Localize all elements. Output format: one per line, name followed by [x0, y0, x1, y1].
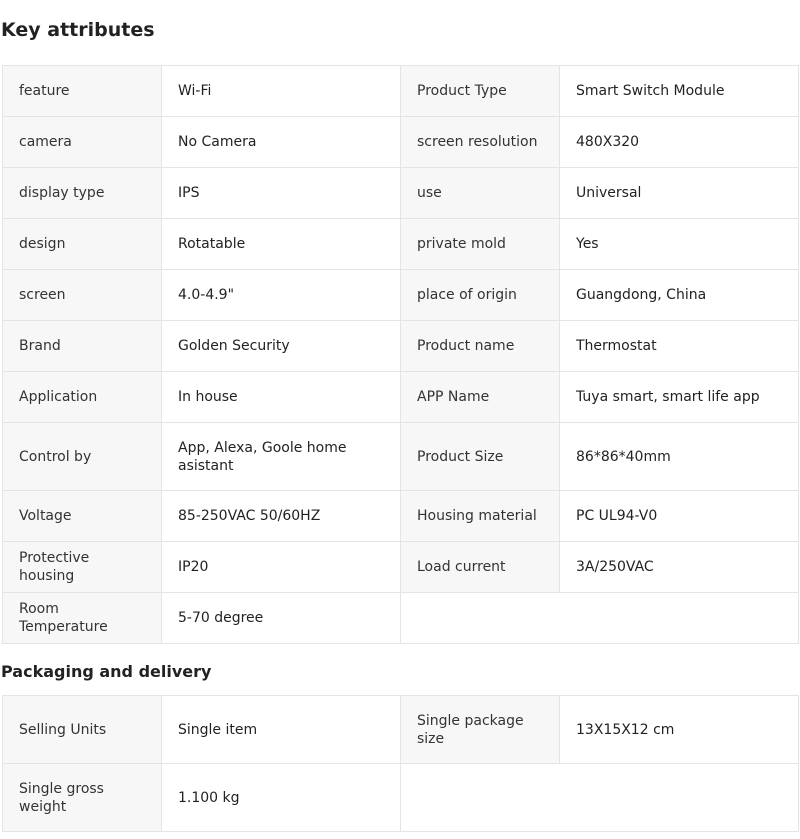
attribute-label: Application: [3, 372, 162, 423]
empty-cell: [401, 764, 799, 832]
attribute-value: Smart Switch Module: [560, 66, 799, 117]
attribute-label: Product name: [401, 321, 560, 372]
attribute-value: Rotatable: [162, 219, 401, 270]
attribute-value: Universal: [560, 168, 799, 219]
attribute-label: Protective housing: [3, 542, 162, 593]
attribute-value: Guangdong, China: [560, 270, 799, 321]
attribute-value: 1.100 kg: [162, 764, 401, 832]
attribute-value: No Camera: [162, 117, 401, 168]
attribute-row: [3, 423, 799, 491]
attribute-label: Housing material: [401, 491, 560, 542]
attribute-label: Room Temperature: [3, 593, 162, 644]
key-attributes-title: Key attributes: [1, 19, 155, 41]
attribute-row: [3, 372, 799, 423]
attribute-value: 13X15X12 cm: [560, 696, 799, 764]
attribute-value: Single item: [162, 696, 401, 764]
packaging-title: Packaging and delivery: [1, 662, 212, 681]
attribute-label: Selling Units: [3, 696, 162, 764]
packaging-table: [2, 695, 799, 832]
attribute-label: Brand: [3, 321, 162, 372]
attribute-label: Single gross weight: [3, 764, 162, 832]
attribute-label: Product Type: [401, 66, 560, 117]
attribute-value: 86*86*40mm: [560, 423, 799, 491]
attribute-value: 3A/250VAC: [560, 542, 799, 593]
attribute-label: screen resolution: [401, 117, 560, 168]
attribute-value: App, Alexa, Goole home asistant: [162, 423, 401, 491]
attribute-value: In house: [162, 372, 401, 423]
attribute-row: [3, 321, 799, 372]
attribute-row: [3, 542, 799, 593]
attribute-row: [3, 491, 799, 542]
attribute-value: 480X320: [560, 117, 799, 168]
attribute-label: camera: [3, 117, 162, 168]
attribute-row: [3, 270, 799, 321]
attribute-label: private mold: [401, 219, 560, 270]
key-attributes-table: [2, 65, 799, 644]
empty-cell: [401, 593, 799, 644]
attribute-label: design: [3, 219, 162, 270]
attribute-label: Voltage: [3, 491, 162, 542]
attribute-row: [3, 66, 799, 117]
attribute-label: Single package size: [401, 696, 560, 764]
attribute-value: IPS: [162, 168, 401, 219]
attribute-value: PC UL94-V0: [560, 491, 799, 542]
attribute-row: [3, 696, 799, 764]
attribute-row: [3, 764, 799, 832]
attribute-value: Thermostat: [560, 321, 799, 372]
attribute-label: Control by: [3, 423, 162, 491]
attribute-value: 5-70 degree: [162, 593, 401, 644]
attribute-label: display type: [3, 168, 162, 219]
attribute-label: feature: [3, 66, 162, 117]
attribute-label: screen: [3, 270, 162, 321]
attribute-label: Product Size: [401, 423, 560, 491]
attribute-label: place of origin: [401, 270, 560, 321]
attribute-row: [3, 117, 799, 168]
attribute-row: [3, 593, 799, 644]
attribute-value: Wi-Fi: [162, 66, 401, 117]
attribute-value: 85-250VAC 50/60HZ: [162, 491, 401, 542]
attribute-value: IP20: [162, 542, 401, 593]
attribute-label: APP Name: [401, 372, 560, 423]
attribute-value: Golden Security: [162, 321, 401, 372]
attribute-row: [3, 168, 799, 219]
attribute-value: Yes: [560, 219, 799, 270]
attribute-label: use: [401, 168, 560, 219]
attribute-value: Tuya smart, smart life app: [560, 372, 799, 423]
attribute-value: 4.0-4.9": [162, 270, 401, 321]
attribute-row: [3, 219, 799, 270]
attribute-label: Load current: [401, 542, 560, 593]
